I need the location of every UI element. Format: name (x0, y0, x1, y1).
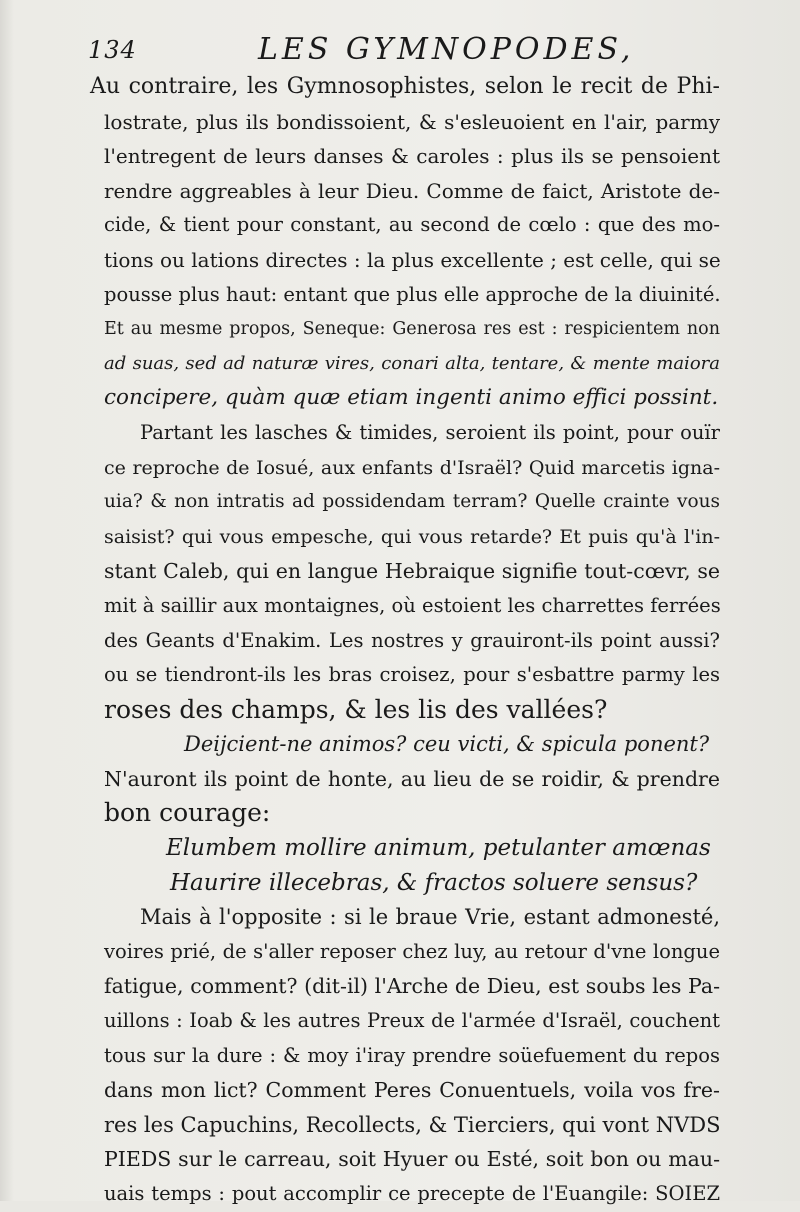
text-line: cide, & tient pour constant, au second de cœlo : que des mo- (104, 213, 720, 237)
text-line: fatigue, comment? (dit-il) l'Arche de Dieu, est soubs les Pa- (104, 974, 720, 999)
verse-line: Elumbem mollire animum, petulanter amœnas (166, 835, 711, 862)
text-line: stant Caleb, qui en langue Hebraique signifie tout-cœvr, se (104, 559, 720, 584)
text-line: mit à saillir aux montaignes, où estoient les charrettes ferrées (104, 593, 721, 617)
text-line: PIEDS sur le carreau, soit Hyuer ou Esté, soit bon ou mau- (104, 1147, 720, 1172)
body-text (90, 70, 721, 1212)
text-line: tous sur la dure : & moy i'iray prendre soüefuement du repos (104, 1043, 720, 1067)
text-line: bon courage: (104, 798, 271, 828)
text-line: dans mon lict? Comment Peres Conuentuels, voila vos fre- (104, 1078, 720, 1103)
text-line: tions ou lations directes : la plus excellente ; est celle, qui se (104, 247, 721, 272)
text-line: saisist? qui vous empesche, qui vous retarde? Et puis qu'à l'in- (104, 525, 720, 548)
text-line: des Geants d'Enakim. Les nostres y grauiront-ils point aussi? (104, 628, 720, 652)
text-line: Et au mesme propos, Seneque: Generosa res est : respicientem non (104, 319, 720, 340)
text-line: lostrate, plus ils bondissoient, & s'esleuoient en l'air, parmy (104, 109, 720, 134)
text-line: res les Capuchins, Recollects, & Tierciers, qui vont NVDS (104, 1112, 721, 1137)
running-title: LES GYMNOPODES, (258, 32, 635, 67)
page-number: 134 (88, 36, 137, 64)
text-line: roses des champs, & les lis des vallées? (104, 694, 608, 724)
paragraph-start-line: Mais à l'opposite : si le braue Vrie, estant admonesté, (140, 905, 720, 930)
paragraph-start-line: Partant les lasches & timides, seroient ils point, pour ouïr (140, 420, 720, 444)
text-line: Au contraire, les Gymnosophistes, selon le recit de Phi- (90, 74, 720, 99)
latin-quote-line: concipere, quàm quæ etiam ingenti animo effici possint. (104, 385, 719, 411)
text-line: rendre aggreables à leur Dieu. Comme de faict, Aristote de- (104, 178, 720, 203)
text-line: uillons : Ioab & les autres Preux de l'armée d'Israël, couchent (104, 1009, 720, 1033)
page-header (88, 30, 748, 70)
text-line: l'entregent de leurs danses & caroles : plus ils se pensoient (104, 144, 720, 169)
verse-line: Haurire illecebras, & fractos soluere sensus? (170, 869, 698, 896)
text-line: ce reproche de Iosué, aux enfants d'Israël? Quid marcetis igna- (104, 456, 720, 479)
text-line: voires prié, de s'aller reposer chez luy, au retour d'vne longue (104, 939, 720, 963)
verse-line: Deijcient-ne animos? ceu victi, & spicula ponent? (184, 732, 710, 757)
text-line: uia? & non intratis ad possidendam terram? Quelle crainte vous (104, 491, 720, 513)
text-line: pousse plus haut: entant que plus elle approche de la diuinité. (104, 282, 721, 306)
text-line: ou se tiendront-ils les bras croisez, pour s'esbattre parmy les (104, 663, 720, 687)
text-line: uais temps : pout accomplir ce precepte de l'Euangile: SOIEZ (104, 1182, 720, 1205)
text-line: N'auront ils point de honte, au lieu de se roidir, & prendre (104, 766, 720, 791)
latin-quote-line: ad suas, sed ad naturæ vires, conari alta, tentare, & mente maiora (104, 352, 720, 374)
